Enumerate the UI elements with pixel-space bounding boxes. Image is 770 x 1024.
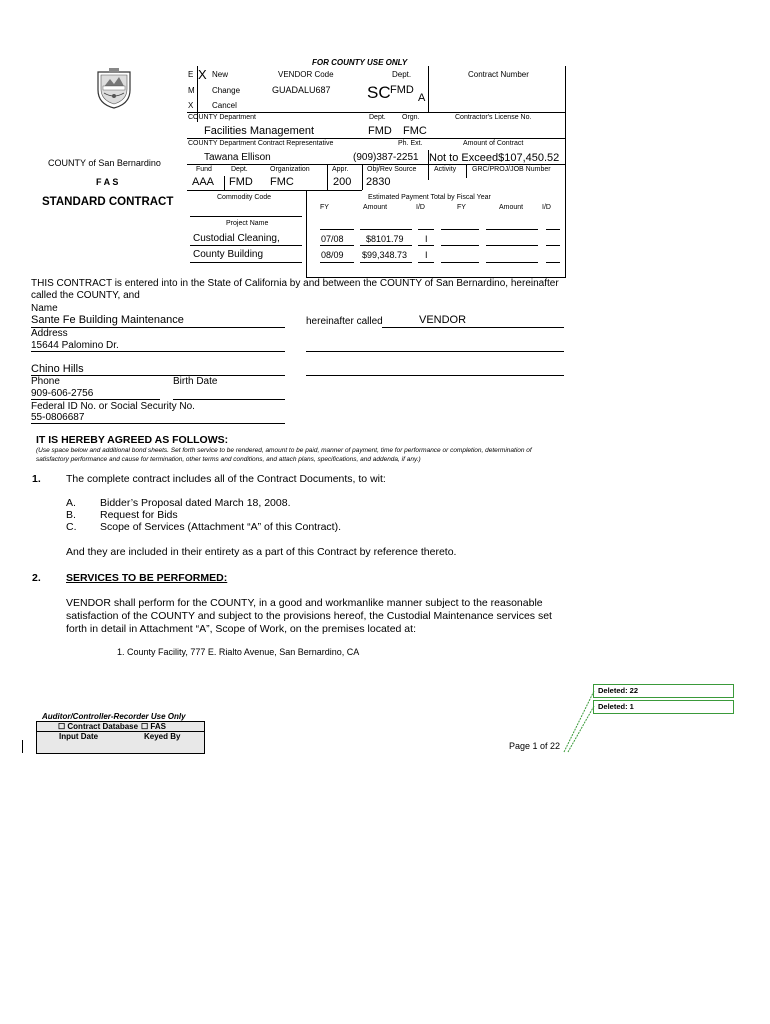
doc-a-text: Bidder’s Proposal dated March 18, 2008.	[100, 497, 291, 509]
item-2-number: 2.	[32, 572, 41, 584]
estimated-payment-label: Estimated Payment Total by Fiscal Year	[368, 194, 491, 201]
address-underline	[31, 351, 285, 352]
contract-intro: THIS CONTRACT is entered into in the State of California by and between the COUNTY of San Bernardino, hereinafter called the COUNTY, and	[31, 278, 559, 301]
organization-label: Organization	[270, 166, 310, 173]
id-row-1[interactable]: I	[425, 234, 428, 244]
county-dept-value[interactable]: Facilities Management	[204, 125, 315, 137]
id-col-label-1: I/D	[416, 204, 425, 211]
fund-dept-label: Dept.	[231, 166, 248, 173]
m-label: M	[188, 86, 195, 95]
commodity-code-underline	[190, 216, 302, 217]
orgn-value[interactable]: FMC	[403, 125, 427, 137]
obj-rev-value[interactable]: 2830	[366, 176, 391, 188]
fy-row-2[interactable]: 08/09	[321, 250, 344, 260]
standard-contract-title: STANDARD CONTRACT	[42, 196, 174, 208]
header-fmd-value[interactable]: FMD	[390, 84, 414, 96]
change-label: Change	[212, 86, 241, 95]
fas-label: F A S	[96, 177, 119, 187]
item-1-number: 1.	[32, 473, 41, 485]
dept-divider	[187, 138, 565, 139]
fund-value[interactable]: AAA	[192, 176, 215, 188]
entry-line	[486, 262, 538, 263]
county-dept-label: COUNTY Department	[188, 114, 256, 121]
vendor-code-value[interactable]: GUADALU687	[272, 85, 331, 95]
ph-label: Ph. Ext.	[398, 140, 423, 147]
city-value[interactable]: Chino Hills	[31, 363, 84, 375]
project-name-line2[interactable]: County Building	[193, 249, 264, 260]
birth-date-label: Birth Date	[173, 376, 218, 387]
federal-underline	[31, 423, 285, 424]
doc-c-text: Scope of Services (Attachment “A” of this Contract).	[100, 521, 342, 533]
input-date-label: Input Date	[59, 732, 99, 741]
fund-sep	[224, 176, 225, 190]
right-line-2	[306, 375, 564, 376]
amount-label: Amount of Contract	[463, 140, 524, 147]
appr-value[interactable]: 200	[333, 176, 352, 188]
contract-number-label: Contract Number	[468, 70, 529, 79]
address-label: Address	[31, 328, 68, 339]
header-right-border	[565, 66, 566, 278]
deleted-comment-2[interactable]: Deleted: 1	[593, 700, 734, 714]
vendor-underline	[382, 327, 564, 328]
entry-line	[546, 245, 560, 246]
city-underline	[31, 375, 285, 376]
project-name-label: Project Name	[226, 220, 269, 227]
entry-line	[418, 229, 434, 230]
doc-a-letter: A.	[66, 497, 76, 509]
e-label: E	[188, 70, 194, 79]
cancel-label: Cancel	[212, 101, 237, 110]
item-1-text: The complete contract includes all of the Contract Documents, to wit:	[66, 473, 386, 485]
hereinafter-label: hereinafter called	[306, 316, 383, 327]
item-2-text: VENDOR shall perform for the COUNTY, in a good and workmanlike manner subject to the reasonable satisfaction of the COUNTY and subject to the provisions hereof, the Custodial Maintenance services set forth in detail in Attachment “A”, Scope of Work, on the premises located at:	[66, 597, 552, 635]
amount-col-label-2: Amount	[499, 204, 524, 211]
appr-label: Appr.	[332, 166, 349, 173]
fund-label: Fund	[196, 166, 212, 173]
entry-line	[360, 229, 412, 230]
entry-line	[320, 229, 354, 230]
item-2-heading: SERVICES TO BE PERFORMED:	[66, 572, 228, 584]
grc-label: GRC/PROJ/JOB Number	[472, 166, 551, 173]
fund-divider	[187, 164, 565, 165]
id-col-label-2: I/D	[542, 204, 551, 211]
amount-row-1[interactable]: $8101.79	[366, 234, 404, 244]
id-row-2[interactable]: I	[425, 250, 428, 260]
fy-label-2: FY	[457, 204, 466, 211]
organization-value[interactable]: FMC	[270, 176, 294, 188]
page-number: Page 1 of 22	[509, 741, 561, 751]
ph-value[interactable]: (909)387-2251	[353, 152, 419, 163]
amount-col-label-1: Amount	[363, 204, 388, 211]
auditor-title: Auditor/Controller-Recorder Use Only	[42, 712, 186, 721]
entry-line	[320, 262, 354, 263]
fy-label-1: FY	[320, 204, 329, 211]
new-checkmark[interactable]: X	[198, 67, 207, 82]
fy-row-1[interactable]: 07/08	[321, 234, 344, 244]
vendor-label: VENDOR	[419, 314, 467, 326]
entry-line	[546, 262, 560, 263]
county-name: COUNTY of San Bernardino	[48, 158, 161, 168]
project-name-line1[interactable]: Custodial Cleaning,	[193, 233, 280, 244]
license-label: Contractor's License No.	[455, 114, 532, 121]
sc-value[interactable]: SC	[367, 83, 391, 102]
grc-sep	[466, 164, 467, 178]
location-item: 1. County Facility, 777 E. Rialto Avenue, San Bernardino, CA	[117, 647, 360, 657]
entry-line	[418, 262, 434, 263]
rep-label: COUNTY Department Contract Representative	[188, 140, 334, 147]
for-county-use-only: FOR COUNTY USE ONLY	[312, 58, 408, 67]
entry-line	[418, 245, 434, 246]
entry-line	[486, 245, 538, 246]
entry-line	[546, 229, 560, 230]
phone-value[interactable]: 909-606-2756	[31, 388, 94, 399]
birth-underline	[173, 399, 285, 400]
deleted-comment-1[interactable]: Deleted: 22	[593, 684, 734, 698]
phone-label: Phone	[31, 376, 60, 387]
included-text: And they are included in their entirety as a part of this Contract by reference thereto.	[66, 546, 457, 558]
name-label: Name	[31, 303, 58, 314]
fund-bottom	[187, 190, 362, 191]
appr-sep	[327, 164, 328, 190]
vendor-code-label: VENDOR Code	[278, 70, 334, 79]
header-divider	[187, 112, 565, 113]
orgn-label: Orgn.	[402, 114, 420, 121]
fund-dept-value[interactable]: FMD	[229, 176, 253, 188]
county-seal-logo	[92, 66, 136, 110]
contract-number-divider	[428, 66, 429, 112]
project-underline-2	[190, 262, 302, 263]
new-label: New	[212, 70, 229, 79]
entry-line	[441, 245, 479, 246]
agreement-note: (Use space below and additional bond sheets. Set forth service to be rendered, amount to be paid, manner of payment, time for performance or completion, determination of satisfactory performance and cause for termination, other terms and conditions, and attach plans, specifications, and addenda, if any.)	[36, 447, 532, 463]
header-dept-label: Dept.	[392, 70, 412, 79]
entry-line	[486, 229, 538, 230]
amount-divider	[428, 150, 429, 180]
commodity-left-border	[306, 190, 307, 278]
address-value[interactable]: 15644 Palomino Dr.	[31, 340, 119, 351]
doc-b-text: Request for Bids	[100, 509, 178, 521]
change-bar	[22, 740, 23, 753]
obj-sep	[362, 164, 363, 190]
amount-value[interactable]: Not to Exceed$107,450.52	[429, 152, 560, 164]
rep-value[interactable]: Tawana Ellison	[204, 152, 271, 163]
agreed-heading: IT IS HEREBY AGREED AS FOLLOWS:	[36, 434, 229, 446]
dept-value[interactable]: FMD	[368, 125, 392, 137]
commodity-label: Commodity Code	[217, 194, 272, 201]
federal-id-label: Federal ID No. or Social Security No.	[31, 401, 195, 412]
keyed-by-label: Keyed By	[144, 732, 181, 741]
entry-line	[360, 262, 412, 263]
entry-line	[441, 229, 479, 230]
vendor-name-value[interactable]: Sante Fe Building Maintenance	[31, 314, 184, 326]
dept-label: Dept.	[369, 114, 386, 121]
comment-connector	[560, 690, 600, 756]
activity-label: Activity	[434, 166, 457, 173]
doc-c-letter: C.	[66, 521, 77, 533]
federal-id-value[interactable]: 55-0806687	[31, 412, 85, 423]
x-label: X	[188, 101, 194, 110]
contract-database-checkbox[interactable]: ☐ Contract Database	[58, 722, 139, 731]
entry-line	[360, 245, 412, 246]
entry-line	[320, 245, 354, 246]
header-a-value[interactable]: A	[418, 92, 426, 104]
doc-b-letter: B.	[66, 509, 76, 521]
right-line-1	[306, 351, 564, 352]
name-underline	[31, 327, 285, 328]
project-underline-1	[190, 245, 302, 246]
obj-rev-label: Obj/Rev Source	[367, 166, 417, 173]
phone-underline	[31, 399, 160, 400]
amount-row-2[interactable]: $99,348.73	[362, 250, 408, 260]
entry-line	[441, 262, 479, 263]
fas-checkbox[interactable]: ☐ FAS	[141, 722, 166, 731]
